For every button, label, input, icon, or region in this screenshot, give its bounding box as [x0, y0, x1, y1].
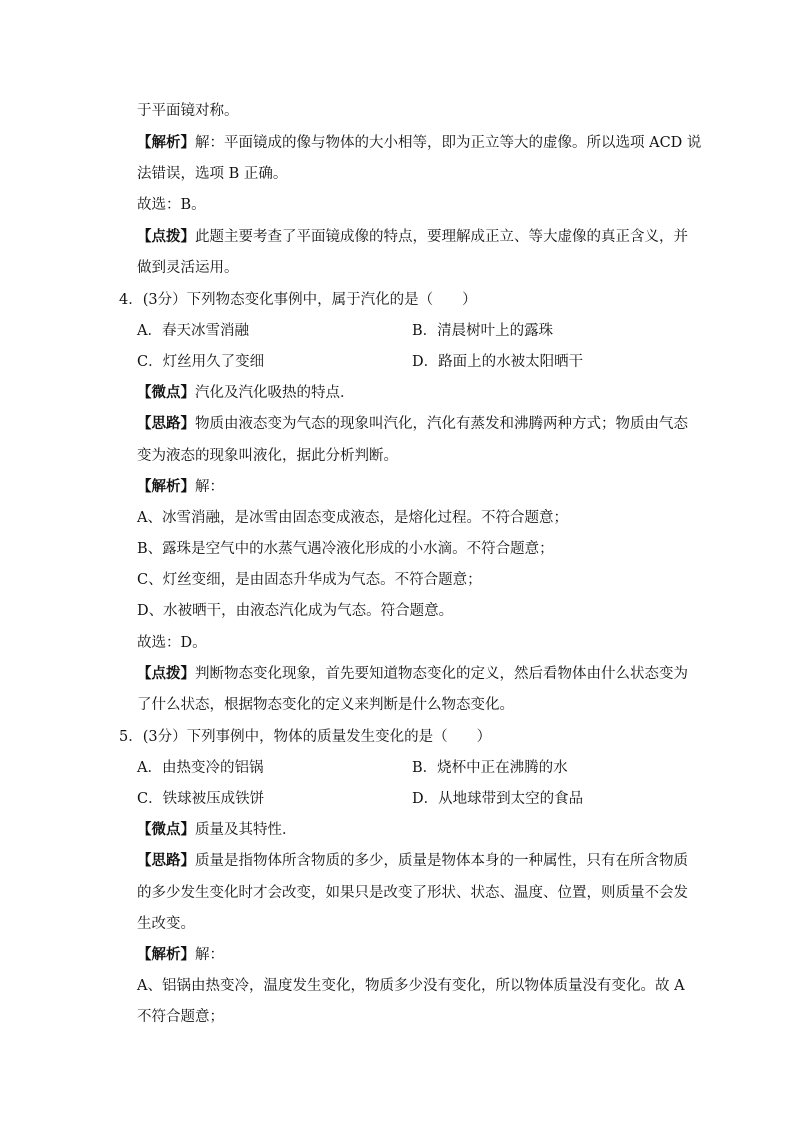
q3-answer: 故选：B。 [137, 197, 206, 213]
q5-option-a: A．由热变冷的铝锅 [137, 760, 264, 776]
q5-idea-line1 [137, 851, 688, 871]
q4-option-b: B．清晨树叶上的露珠 [412, 323, 554, 339]
q5-option-d: D．从地球带到太空的食品 [412, 791, 584, 807]
analysis-text: 解：平面镜成的像与物体的大小相等，即为正立等大的虚像。所以选项 ACD 说 [195, 135, 702, 151]
q5-point [137, 820, 297, 840]
q4-analysis-head [137, 477, 224, 497]
q5-idea-line2: 的多少发生变化时才会改变，如果只是改变了形状、状态、温度、位置，则质量不会发 [137, 885, 688, 901]
q4-analysis-d: D、水被晒干，由液态汽化成为气态。符合题意。 [137, 603, 454, 619]
q4-tip-line1 [137, 664, 688, 684]
analysis-tag: 【解析】 [137, 134, 195, 151]
idea-tag: 【思路】 [137, 415, 195, 432]
idea-tag: 【思路】 [137, 852, 195, 869]
q5-option-c: C．铁球被压成铁饼 [137, 791, 265, 807]
q3-analysis-line1 [137, 133, 701, 153]
tip-tag: 【点拨】 [137, 665, 195, 682]
analysis-tag: 【解析】 [137, 478, 195, 495]
q4-option-c: C．灯丝用久了变细 [137, 354, 265, 370]
q5-question: 5．(3分）下列事例中，物体的质量发生变化的是（ ） [119, 729, 492, 745]
analysis-text: 解： [195, 947, 224, 963]
tip-text: 判断物态变化现象，首先要知道物态变化的定义，然后看物体由什么状态变为 [195, 666, 688, 682]
q4-idea-line1 [137, 414, 688, 434]
q4-tip-line2: 了什么状态，根据物态变化的定义来判断是什么物态变化。 [137, 697, 514, 713]
tip-text: 此题主要考查了平面镜成像的特点，要理解成正立、等大虚像的真正含义，并 [195, 229, 688, 245]
q3-tip-line1 [137, 227, 688, 247]
point-text: 质量及其特性． [195, 822, 297, 838]
q4-analysis-c: C、灯丝变细，是由固态升华成为气态。不符合题意； [137, 572, 482, 588]
analysis-text: 解： [195, 479, 224, 495]
q4-point [137, 383, 355, 403]
q4-analysis-a: A、冰雪消融，是冰雪由固态变成液态，是熔化过程。不符合题意； [137, 510, 568, 526]
analysis-tag: 【解析】 [137, 946, 195, 963]
q5-analysis-a-line2: 不符合题意； [137, 1009, 224, 1025]
point-tag: 【微点】 [137, 384, 195, 401]
q3-tip-line2: 做到灵活运用。 [137, 260, 239, 276]
q5-option-b: B．烧杯中正在沸腾的水 [412, 760, 568, 776]
q5-analysis-a-line1: A、铝锅由热变冷，温度发生变化，物质多少没有变化，所以物体质量没有变化。故 A [137, 978, 685, 994]
q3-analysis-line2: 法错误，选项 B 正确。 [137, 166, 288, 182]
intro-tail: 于平面镜对称。 [137, 103, 239, 119]
q4-option-a: A．春天冰雪消融 [137, 323, 249, 339]
q4-answer: 故选：D。 [137, 635, 207, 651]
tip-tag: 【点拨】 [137, 228, 195, 245]
q5-idea-line3: 生改变。 [137, 916, 195, 932]
idea-text: 质量是指物体所含物质的多少，质量是物体本身的一种属性，只有在所含物质 [195, 853, 688, 869]
point-text: 汽化及汽化吸热的特点． [195, 385, 355, 401]
idea-text: 物质由液态变为气态的现象叫汽化，汽化有蒸发和沸腾两种方式；物质由气态 [195, 416, 688, 432]
point-tag: 【微点】 [137, 821, 195, 838]
q4-analysis-b: B、露珠是空气中的水蒸气遇冷液化形成的小水滴。不符合题意； [137, 541, 554, 557]
q4-question: 4．(3分）下列物态变化事例中，属于汽化的是（ ） [119, 292, 477, 308]
q5-analysis-head [137, 945, 224, 965]
q4-option-d: D．路面上的水被太阳晒干 [412, 354, 584, 370]
q4-idea-line2: 变为液态的现象叫液化，据此分析判断。 [137, 448, 398, 464]
